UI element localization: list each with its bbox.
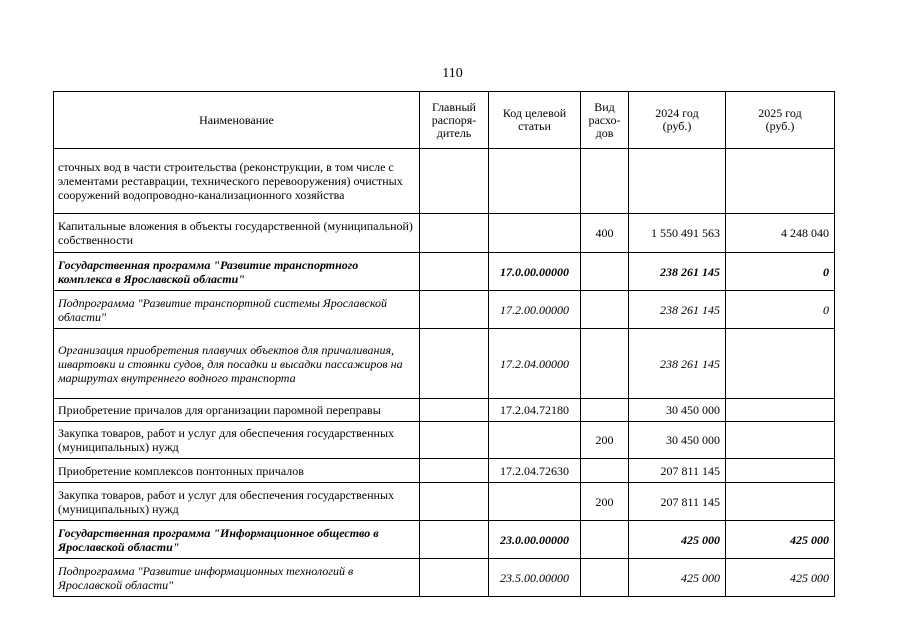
row-kind xyxy=(581,291,629,329)
row-2025: 0 xyxy=(726,253,835,291)
row-2025 xyxy=(726,399,835,422)
row-admin xyxy=(420,399,489,422)
header-code: Код целевой статьи xyxy=(489,92,581,149)
row-2025: 425 000 xyxy=(726,559,835,597)
table-row xyxy=(54,253,835,291)
header-name: Наименование xyxy=(54,92,420,149)
row-name: Закупка товаров, работ и услуг для обеспечения государственных (муниципальных) нужд xyxy=(54,483,420,521)
table-row xyxy=(54,149,835,214)
row-code: 17.0.00.00000 xyxy=(489,253,581,291)
row-code xyxy=(489,483,581,521)
row-2024: 238 261 145 xyxy=(629,291,726,329)
row-name: Подпрограмма "Развитие транспортной системы Ярославской области" xyxy=(54,291,420,329)
row-kind xyxy=(581,399,629,422)
row-admin xyxy=(420,253,489,291)
row-2025 xyxy=(726,422,835,459)
row-2025: 0 xyxy=(726,291,835,329)
row-2024: 30 450 000 xyxy=(629,399,726,422)
row-name: Государственная программа "Информационное общество в Ярославской области" xyxy=(54,521,420,559)
row-admin xyxy=(420,483,489,521)
row-2025 xyxy=(726,329,835,399)
row-code: 17.2.04.00000 xyxy=(489,329,581,399)
row-2025: 4 248 040 xyxy=(726,214,835,253)
row-name: Государственная программа "Развитие транспортного комплекса в Ярославской области" xyxy=(54,253,420,291)
row-kind: 200 xyxy=(581,422,629,459)
row-name: Приобретение причалов для организации паромной переправы xyxy=(54,399,420,422)
row-name: Капитальные вложения в объекты государственной (муниципальной) собственности xyxy=(54,214,420,253)
row-2024: 1 550 491 563 xyxy=(629,214,726,253)
row-kind: 200 xyxy=(581,483,629,521)
row-admin xyxy=(420,149,489,214)
row-name: Подпрограмма "Развитие информационных технологий в Ярославской области" xyxy=(54,559,420,597)
row-2024: 207 811 145 xyxy=(629,483,726,521)
page-number: 110 xyxy=(442,66,463,81)
row-kind xyxy=(581,559,629,597)
row-2025 xyxy=(726,149,835,214)
table-row xyxy=(54,399,835,422)
row-code: 23.5.00.00000 xyxy=(489,559,581,597)
table-row xyxy=(54,214,835,253)
row-kind xyxy=(581,253,629,291)
row-kind xyxy=(581,521,629,559)
row-code xyxy=(489,149,581,214)
row-admin xyxy=(420,521,489,559)
row-name: Приобретение комплексов понтонных причалов xyxy=(54,459,420,483)
row-code xyxy=(489,422,581,459)
header-kind: Вид расхо- дов xyxy=(581,92,629,149)
budget-table xyxy=(53,91,835,597)
row-2025: 425 000 xyxy=(726,521,835,559)
header-2024: 2024 год (руб.) xyxy=(629,92,726,149)
table-row xyxy=(54,291,835,329)
row-name: Закупка товаров, работ и услуг для обеспечения государственных (муниципальных) нужд xyxy=(54,422,420,459)
row-2024: 238 261 145 xyxy=(629,253,726,291)
table-row xyxy=(54,559,835,597)
table-row xyxy=(54,521,835,559)
row-admin xyxy=(420,459,489,483)
table-header-row xyxy=(54,92,835,149)
row-name: сточных вод в части строительства (реконструкции, в том числе с элементами реставрации, технического перевооружения) очистных сооружений водопроводно-канализационного хозяйства xyxy=(54,149,420,214)
row-code: 17.2.04.72180 xyxy=(489,399,581,422)
row-admin xyxy=(420,291,489,329)
row-2024 xyxy=(629,149,726,214)
header-admin: Главный распоря- дитель xyxy=(420,92,489,149)
row-kind: 400 xyxy=(581,214,629,253)
row-2025 xyxy=(726,483,835,521)
row-admin xyxy=(420,422,489,459)
row-admin xyxy=(420,214,489,253)
table-row xyxy=(54,422,835,459)
table-row xyxy=(54,483,835,521)
row-code: 17.2.00.00000 xyxy=(489,291,581,329)
row-code xyxy=(489,214,581,253)
table-row xyxy=(54,329,835,399)
table-row xyxy=(54,459,835,483)
row-admin xyxy=(420,329,489,399)
row-kind xyxy=(581,459,629,483)
row-kind xyxy=(581,329,629,399)
row-2024: 238 261 145 xyxy=(629,329,726,399)
row-code: 23.0.00.00000 xyxy=(489,521,581,559)
row-admin xyxy=(420,559,489,597)
row-name: Организация приобретения плавучих объектов для причаливания, швартовки и стоянки судов, для посадки и высадки пассажиров на маршрутах внутреннего водного транспорта xyxy=(54,329,420,399)
header-2025: 2025 год (руб.) xyxy=(726,92,835,149)
row-2024: 30 450 000 xyxy=(629,422,726,459)
row-2024: 425 000 xyxy=(629,521,726,559)
row-code: 17.2.04.72630 xyxy=(489,459,581,483)
row-2024: 425 000 xyxy=(629,559,726,597)
row-2024: 207 811 145 xyxy=(629,459,726,483)
row-kind xyxy=(581,149,629,214)
row-2025 xyxy=(726,459,835,483)
